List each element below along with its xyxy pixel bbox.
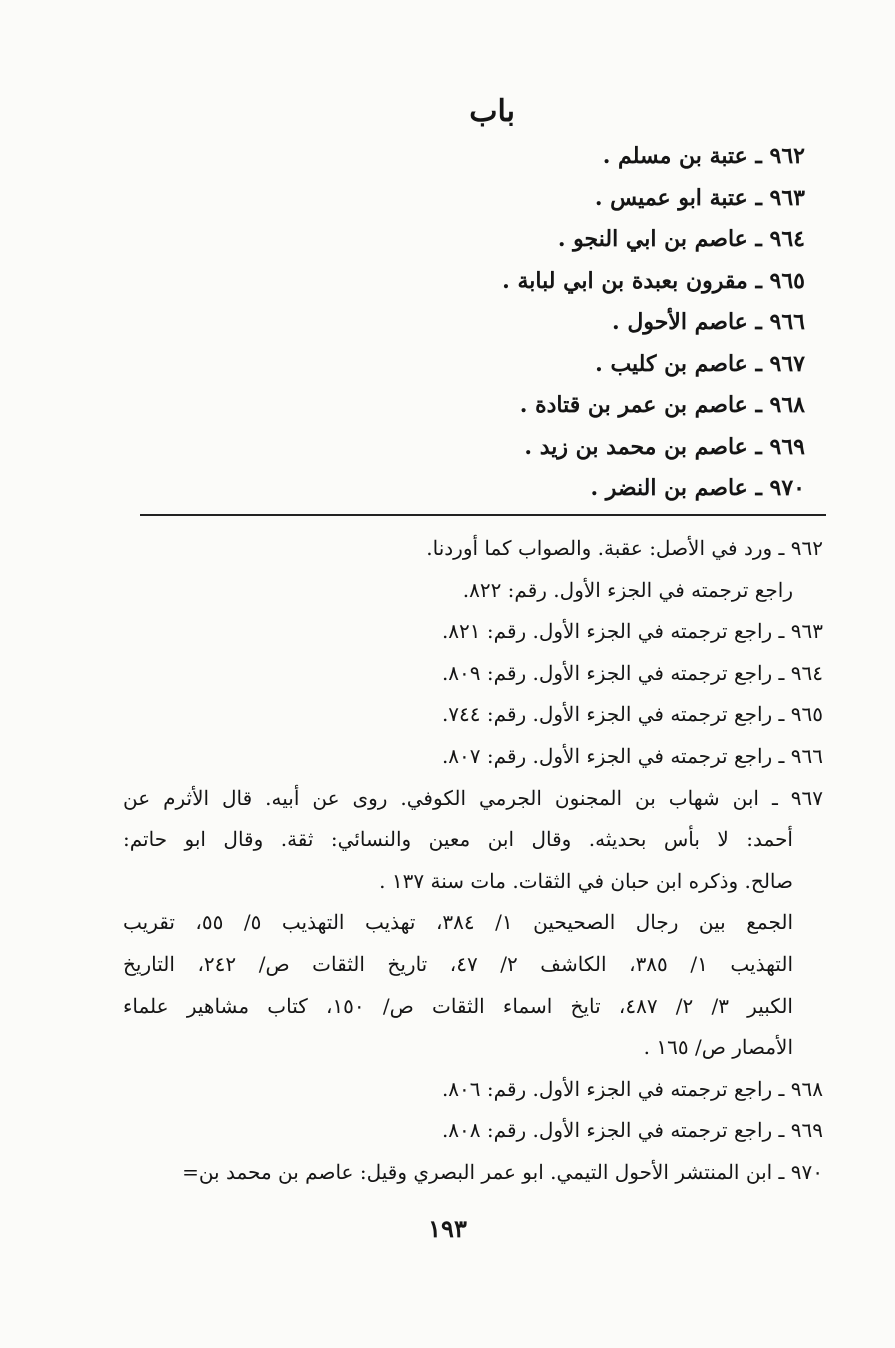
entry-962: ٩٦٢ ـ عتبة بن مسلم . <box>602 143 805 169</box>
footnote-line: صالح. وذكره ابن حبان في الثقات. مات سنة ١٣٧ . <box>379 868 793 893</box>
footnote-divider <box>140 514 826 516</box>
entry-964: ٩٦٤ ـ عاصم بن ابي النجو . <box>557 226 805 252</box>
footnote-line: الكبير ٣/ ٢/ ٤٨٧، تايخ اسماء الثقات ص/ ١٥٠، كتاب مشاهير علماء <box>123 993 793 1018</box>
entry-966: ٩٦٦ ـ عاصم الأحول . <box>612 309 805 335</box>
footnote-line: ٩٦٢ ـ ورد في الأصل: عقبة. والصواب كما أوردنا. <box>426 536 823 560</box>
footnote-line: ٩٦٤ ـ راجع ترجمته في الجزء الأول. رقم: ٨٠٩. <box>441 660 823 685</box>
entry-967: ٩٦٧ ـ عاصم بن كليب . <box>595 350 805 377</box>
footnote-line: ٩٦٧ ـ ابن شهاب بن المجنون الجرمي الكوفي. روى عن أبيه. قال الأثرم عن <box>123 785 823 810</box>
footnote-line: أحمد: لا بأس بحديثه. وقال ابن معين والنسائي: ثقة. وقال ابو حاتم: <box>123 827 793 852</box>
entry-965: ٩٦٥ ـ مقرون بعبدة بن ابي لبابة . <box>502 267 805 294</box>
footnotes <box>123 528 823 1194</box>
footnote-line: ٩٦٨ ـ راجع ترجمته في الجزء الأول. رقم: ٨٠٦. <box>441 1076 823 1101</box>
page-number: ١٩٣ <box>428 1214 467 1243</box>
footnote-line: ٩٦٩ ـ راجع ترجمته في الجزء الأول. رقم: ٨٠٨. <box>441 1118 823 1143</box>
footnote-line: الأمصار ص/ ١٦٥ . <box>643 1035 793 1060</box>
entry-963: ٩٦٣ ـ عتبة ابو عميس . <box>594 184 805 211</box>
entry-list <box>405 136 805 510</box>
footnote-line: راجع ترجمته في الجزء الأول. رقم: ٨٢٢. <box>462 577 793 602</box>
footnote-line: ٩٧٠ ـ ابن المنتشر الأحول التيمي. ابو عمر البصري وقيل: عاصم بن محمد بن= <box>182 1159 823 1184</box>
section-header: باب <box>469 94 515 129</box>
footnote-line: ٩٦٦ ـ راجع ترجمته في الجزء الأول. رقم: ٨٠٧. <box>441 743 823 768</box>
footnote-line: ٩٦٣ ـ راجع ترجمته في الجزء الأول. رقم: ٨٢١. <box>441 619 823 644</box>
entry-970: ٩٧٠ ـ عاصم بن النضر . <box>590 475 805 501</box>
footnote-line: الجمع بين رجال الصحيحين ١/ ٣٨٤، تهذيب التهذيب ٥/ ٥٥، تقريب <box>123 910 793 935</box>
footnote-line: ٩٦٥ ـ راجع ترجمته في الجزء الأول. رقم: ٧٤٤. <box>441 702 823 727</box>
entry-969: ٩٦٩ ـ عاصم بن محمد بن زيد . <box>524 433 805 460</box>
footnote-line: التهذيب ١/ ٣٨٥، الكاشف ٢/ ٤٧، تاريخ الثقات ص/ ٢٤٢، التاريخ <box>123 951 793 976</box>
entry-968: ٩٦٨ ـ عاصم بن عمر بن قتادة . <box>519 392 805 418</box>
